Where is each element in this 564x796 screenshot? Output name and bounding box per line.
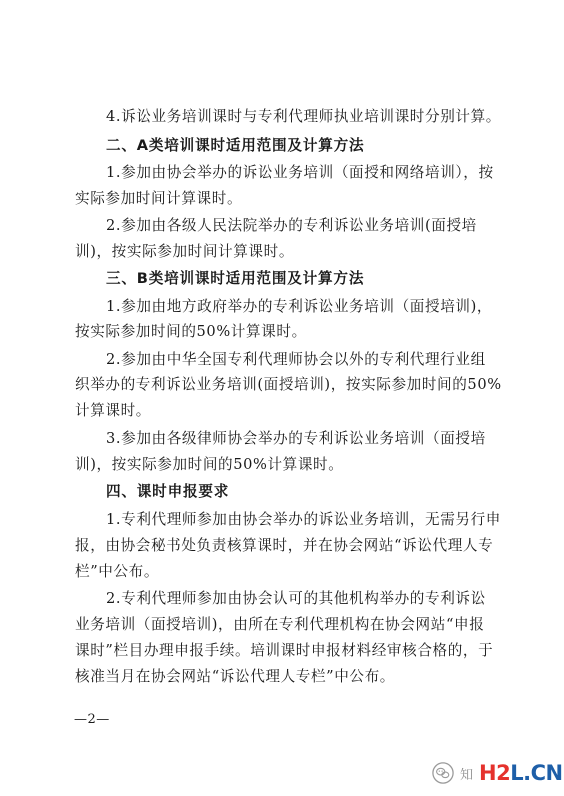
paragraph-line: 1.专利代理师参加由协会举办的诉讼业务培训，无需另行申 [106,511,501,528]
paragraph-line: 2.参加由各级人民法院举办的专利诉讼业务培训(面授培 [106,217,477,234]
paragraph-line: 实际参加时间计算课时。 [75,190,243,207]
paragraph-line: 4.诉讼业务培训课时与专利代理师执业培训课时分别计算。 [106,108,501,125]
paragraph-line: 训)，按实际参加时间计算课时。 [75,243,295,260]
watermark-text: 知 [460,767,474,783]
paragraph-line: 2.专利代理师参加由协会认可的其他机构举办的专利诉讼 [106,590,486,607]
paragraph-line: 报，由协会秘书处负责核算课时，并在协会网站“诉讼代理人专 [75,537,494,554]
paragraph-line: 计算课时。 [75,402,151,419]
paragraph-line: 栏”中公布。 [75,563,160,580]
source-watermark [432,758,563,788]
h2l-logo [479,761,563,785]
logo-part-h2: H2 [479,761,511,785]
paragraph-line: 按实际参加时间的50%计算课时。 [75,323,307,340]
paragraph-line: 1.参加由地方政府举办的专利诉讼业务培训（面授培训)， [106,298,493,315]
paragraph-line: 1.参加由协会举办的诉讼业务培训（面授和网络培训），按 [106,164,494,181]
paragraph-line: 2.参加由中华全国专利代理师协会以外的专利代理行业组 [106,351,486,368]
section-heading: 三、B类培训课时适用范围及计算方法 [106,270,365,287]
logo-part-cn: .CN [523,761,563,785]
section-heading: 二、A类培训课时适用范围及计算方法 [106,137,365,154]
wechat-icon [432,762,454,784]
paragraph-line: 织举办的专利诉讼业务培训(面授培训)，按实际参加时间的50% [75,376,502,393]
paragraph-line: 3.参加由各级律师协会举办的专利诉讼业务培训（面授培 [106,430,486,447]
paragraph-line: 训)，按实际参加时间的50%计算课时。 [75,456,344,473]
page-number: —2— [74,712,110,727]
paragraph-line: 课时”栏目办理申报手续。培训课时申报材料经审核合格的，于 [75,642,494,659]
paragraph-line: 核准当月在协会网站“诉讼代理人专栏”中公布。 [75,668,395,685]
logo-part-l: L [510,761,524,785]
section-heading: 四、课时申报要求 [106,483,230,500]
paragraph-line: 业务培训（面授培训)，由所在专利代理机构在协会网站“申报 [75,616,485,633]
